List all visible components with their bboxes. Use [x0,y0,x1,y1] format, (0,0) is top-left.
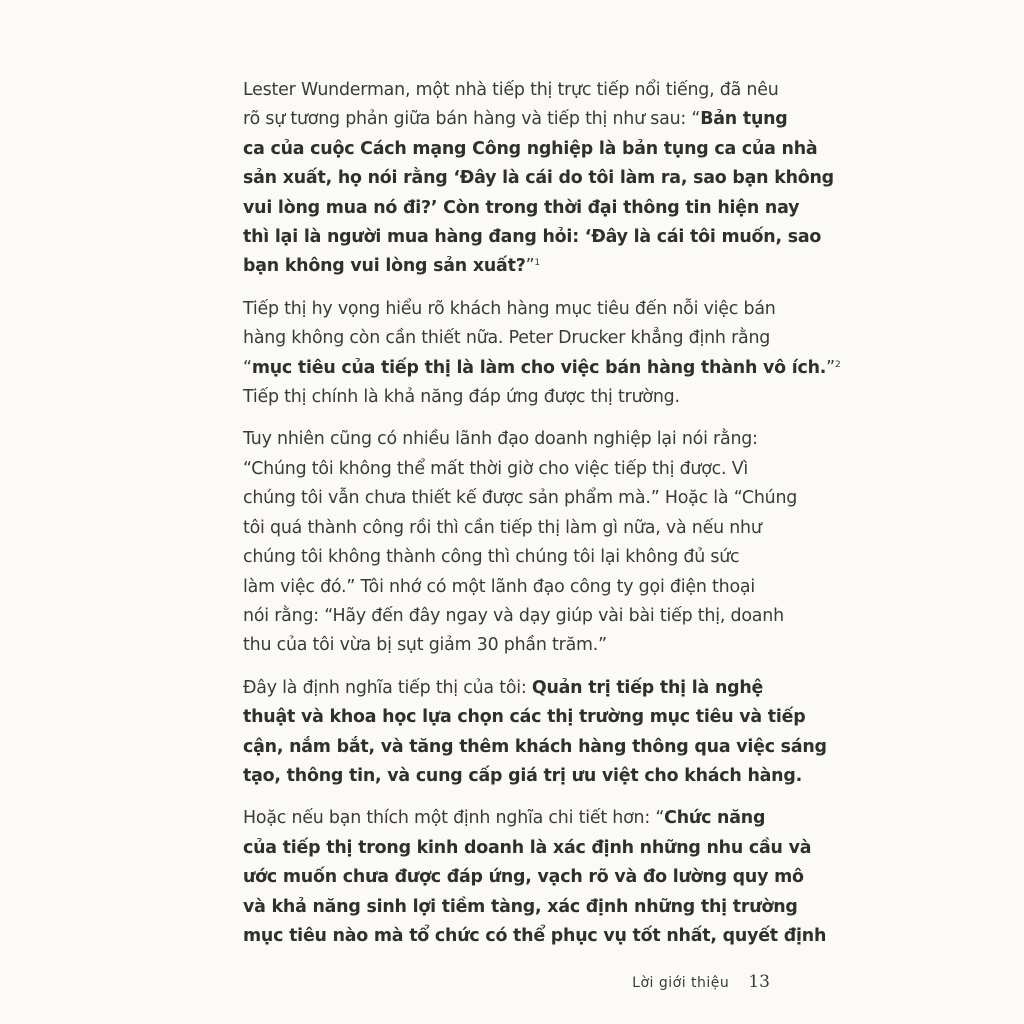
page-footer [600,972,770,992]
page-number: 13 [748,972,770,992]
text-run: Tiếp thị hy vọng hiểu rõ khách hàng mục tiêu đến nỗi việc bán [243,298,776,319]
text-line [243,893,798,922]
paragraph [243,674,827,792]
text-run: chúng tôi vẫn chưa thiết kế được sản phẩm mà.” Hoặc là “Chúng [243,488,798,509]
text-run: Lester Wunderman, một nhà tiếp thị trực tiếp nổi tiếng, đã nêu [243,80,779,100]
footnote-marker: 2 [834,359,841,370]
text-line [243,484,798,513]
text-run: thu của tôi vừa bị sụt giảm 30 phần trăm.” [243,635,607,656]
text-line [243,674,773,703]
text-line [243,455,773,484]
paragraph [243,425,798,660]
text-run: ” [826,357,835,378]
text-line [243,514,773,543]
text-line [243,295,776,324]
text-line [243,383,773,412]
text-line [243,602,784,631]
text-line [243,324,773,353]
text-run: rõ sự tương phản giữa bán hàng và tiếp thị như sau: “ [243,109,701,130]
bold-text-run: và khả năng sinh lợi tiềm tàng, xác định những thị trường [243,896,798,917]
bold-text-run: vui lòng mua nó đi?’ Còn trong thời đại thông tin hiện nay [243,197,800,218]
text-run: hàng không còn cần thiết nữa. Peter Drucker khẳng định rằng [243,328,771,349]
text-run: ” [525,256,535,277]
bold-text-run: ca của cuộc Cách mạng Công nghiệp là bản tụng ca của nhà [243,138,818,159]
paragraph [243,804,827,951]
text-line [243,223,822,252]
footer-section-title: Lời giới thiệu [632,975,730,991]
bold-text-run: của tiếp thị trong kinh doanh là xác định những nhu cầu và [243,837,812,858]
bold-text-run: tạo, thông tin, và cung cấp giá trị ưu việt cho khách hàng. [243,765,802,786]
text-line [243,425,773,454]
bold-text-run: ước muốn chưa được đáp ứng, vạch rõ và đo lường quy mô [243,867,804,888]
text-run: nói rằng: “Hãy đến đây ngay và dạy giúp vài bài tiếp thị, doanh [243,605,784,626]
bold-text-run: mục tiêu của tiếp thị là làm cho việc bán hàng thành vô ích. [251,357,827,378]
text-line [243,135,818,164]
text-line [243,863,804,892]
bold-text-run: Chức năng [664,808,766,829]
text-run: Tiếp thị chính là khả năng đáp ứng được thị trường. [243,387,680,408]
text-line [243,733,827,762]
bold-text-run: thì lại là người mua hàng đang hỏi: ‘Đây là cái tôi muốn, sao [243,227,822,248]
text-line [243,354,841,383]
paragraph [243,76,834,282]
text-line [243,762,802,791]
text-run: Tuy nhiên cũng có nhiều lãnh đạo doanh nghiệp lại nói rằng: [243,429,758,450]
text-line [243,252,773,281]
text-run: Đây là định nghĩa tiếp thị của tôi: [243,677,532,698]
text-run: làm việc đó.” Tôi nhớ có một lãnh đạo công ty gọi điện thoại [243,576,756,597]
bold-text-run: thuật và khoa học lựa chọn các thị trường mục tiêu và tiếp [243,707,806,728]
text-run: chúng tôi không thành công thì chúng tôi lại không đủ sức [243,547,740,568]
footnote-marker: 1 [534,258,540,269]
text-line [243,631,773,660]
text-line [243,804,773,833]
text-line [243,573,773,602]
text-line [243,543,773,572]
text-run: “ [243,357,252,378]
bold-text-run: bạn không vui lòng sản xuất? [243,256,526,277]
text-line [243,164,834,193]
text-line [243,194,800,223]
bold-text-run: sản xuất, họ nói rằng ‘Đây là cái do tôi làm ra, sao bạn không [243,168,834,189]
text-run: “Chúng tôi không thể mất thời giờ cho việc tiếp thị được. Vì [243,458,749,479]
text-line [243,105,788,134]
text-line [243,76,779,105]
text-run: Hoặc nếu bạn thích một định nghĩa chi tiết hơn: “ [243,808,665,829]
text-run: tôi quá thành công rồi thì cần tiếp thị làm gì nữa, và nếu như [243,517,762,538]
paragraph [243,295,841,413]
bold-text-run: Bản tụng [700,109,788,130]
bold-text-run: mục tiêu nào mà tổ chức có thể phục vụ tốt nhất, quyết định [243,925,827,946]
bold-text-run: Quản trị tiếp thị là nghệ [531,677,764,698]
bold-text-run: cận, nắm bắt, và tăng thêm khách hàng thông qua việc sáng [243,736,827,757]
body-text [243,76,841,964]
text-line [243,834,812,863]
text-line [243,703,806,732]
text-line [243,922,827,951]
